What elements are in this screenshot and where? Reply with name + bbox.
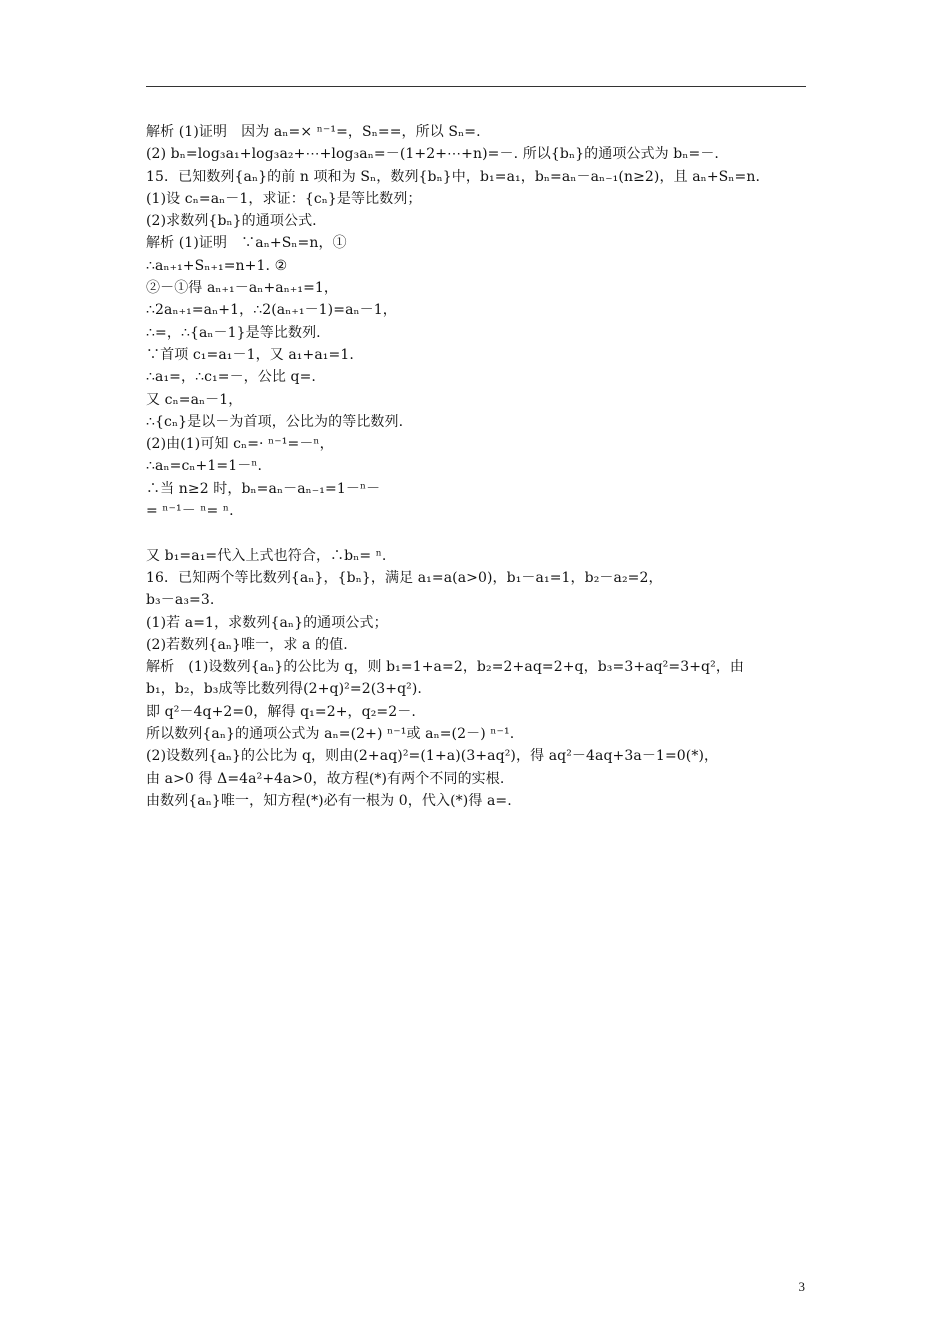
- text-line: 由 a>0 得 Δ=4a²+4a>0，故方程(*)有两个不同的实根.: [146, 770, 505, 787]
- text-line: ②－①得 aₙ₊₁－aₙ+aₙ₊₁=1，: [146, 280, 339, 297]
- text-line: ∴2aₙ₊₁=aₙ+1，∴2(aₙ₊₁－1)=aₙ－1，: [146, 302, 397, 319]
- text-line: 所以数列{aₙ}的通项公式为 aₙ=(2+) ⁿ⁻¹或 aₙ=(2－) ⁿ⁻¹.: [146, 726, 515, 743]
- text-line: ∴a₁=，∴c₁=－，公比 q=.: [146, 369, 316, 386]
- text-line: (2)求数列{bₙ}的通项公式.: [146, 213, 317, 230]
- text-line: (2) bₙ=log₃a₁+log₃a₂+⋯+log₃aₙ=－(1+2+⋯+n)=－. 所以{bₙ}的通项公式为 bₙ=－.: [146, 146, 719, 163]
- text-line: 即 q²－4q+2=0，解得 q₁=2+，q₂=2－.: [146, 703, 416, 720]
- text-line: (1)若 a=1，求数列{aₙ}的通项公式；: [146, 614, 388, 631]
- text-line: = ⁿ⁻¹－ ⁿ= ⁿ.: [146, 503, 234, 520]
- text-line: (1)设 cₙ=aₙ－1，求证：{cₙ}是等比数列；: [146, 190, 422, 207]
- header-rule: [146, 86, 806, 87]
- blank-line: [146, 522, 816, 544]
- text-line: b₃－a₃=3.: [146, 592, 215, 609]
- text-line: ∴{cₙ}是以－为首项，公比为的等比数列.: [146, 413, 404, 430]
- text-line: (2)由(1)可知 cₙ=· ⁿ⁻¹=－ⁿ，: [146, 436, 334, 453]
- text-line: (2)设数列{aₙ}的公比为 q，则由(2+aq)²=(1+a)(3+aq²)，得 aq²－4aq+3a－1=0(*)，: [146, 748, 719, 765]
- solution-text: [146, 121, 816, 812]
- page-number: 3: [798, 1279, 805, 1294]
- text-line: ∴aₙ=cₙ+1=1－ⁿ.: [146, 458, 263, 475]
- text-line: 解析 (1)设数列{aₙ}的公比为 q，则 b₁=1+a=2，b₂=2+aq=2+q，b₃=3+aq²=3+q²，由: [146, 659, 745, 676]
- text-line: ∴aₙ₊₁+Sₙ₊₁=n+1. ②: [146, 257, 288, 274]
- problem-16-statement: 16．已知两个等比数列{aₙ}，{bₙ}，满足 a₁=a(a>0)，b₁－a₁=1，b₂－a₂=2，: [146, 569, 663, 586]
- text-line: ∴当 n≥2 时，bₙ=aₙ－aₙ₋₁=1－ⁿ－: [146, 480, 381, 497]
- text-line: 由数列{aₙ}唯一，知方程(*)必有一根为 0，代入(*)得 a=.: [146, 792, 512, 809]
- text-line: 解析 (1)证明 ∵aₙ+Sₙ=n，①: [146, 235, 347, 252]
- text-line: ∵首项 c₁=a₁－1，又 a₁+a₁=1.: [146, 346, 354, 363]
- problem-15-statement: 15．已知数列{aₙ}的前 n 项和为 Sₙ，数列{bₙ}中，b₁=a₁，bₙ=aₙ－aₙ₋₁(n≥2)，且 aₙ+Sₙ=n.: [146, 168, 761, 185]
- text-line: 又 b₁=a₁=代入上式也符合，∴bₙ= ⁿ.: [146, 547, 387, 564]
- text-line: 解析 (1)证明 因为 aₙ=× ⁿ⁻¹=，Sₙ==，所以 Sₙ=.: [146, 124, 481, 140]
- text-line: 又 cₙ=aₙ－1，: [146, 391, 243, 408]
- text-line: b₁，b₂，b₃成等比数列得(2+q)²=2(3+q²).: [146, 681, 422, 698]
- text-line: ∴=，∴{aₙ－1}是等比数列.: [146, 324, 321, 341]
- text-line: (2)若数列{aₙ}唯一，求 a 的值.: [146, 636, 348, 653]
